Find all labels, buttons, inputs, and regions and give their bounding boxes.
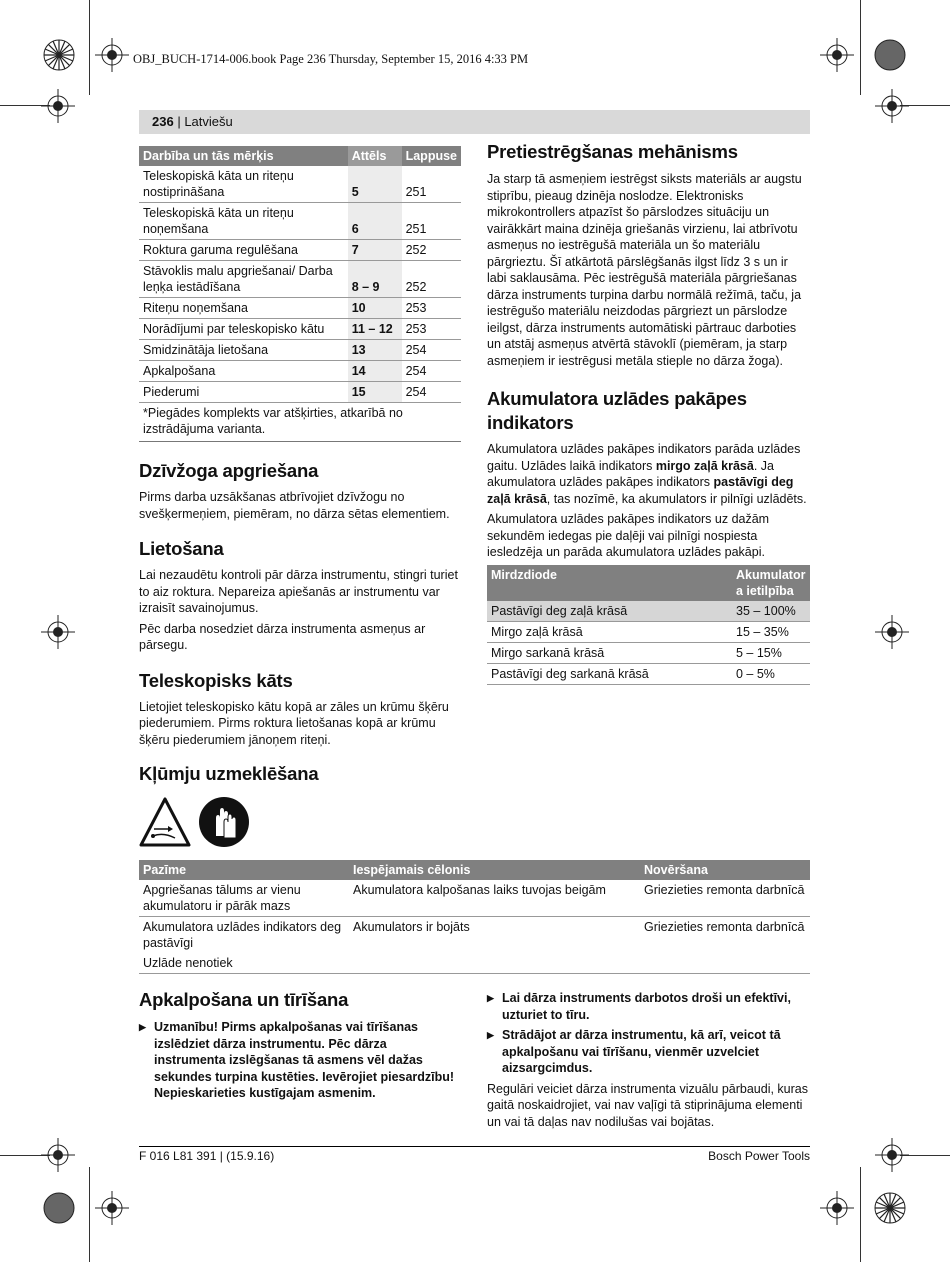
toc-action: Teleskopiskā kāta un riteņu nostiprināšana — [139, 166, 348, 203]
ts-fix: Griezieties remonta darbnīcā — [644, 920, 805, 934]
table-row — [139, 361, 461, 382]
table-row — [139, 319, 461, 340]
toc-action: Piederumi — [139, 382, 348, 403]
ts-symptom: Apgriešanas tālums ar vienu akumulatoru ir pārāk mazs — [139, 880, 349, 917]
led-capacity: 0 – 5% — [732, 663, 810, 684]
crosshair-icon — [820, 1191, 854, 1225]
maintenance-left — [139, 988, 461, 1106]
maintenance-bullet-list — [487, 990, 810, 1077]
toc-figure: 7 — [348, 240, 402, 261]
toc-figure: 14 — [348, 361, 402, 382]
toc-page: 253 — [402, 319, 461, 340]
toc-action: Smidzinātāja lietošana — [139, 340, 348, 361]
toc-page: 253 — [402, 298, 461, 319]
left-column — [139, 146, 461, 752]
toc-page: 252 — [402, 261, 461, 298]
section-paragraph: Regulāri veiciet dārza instrumenta vizuālu pārbaudi, kuras gaitā noskaidrojiet, vai nav vaļīgi tā stiprinājuma elementi un vai tā daļas nav nodilušas vai bojātas. — [487, 1081, 808, 1129]
toc-page: 252 — [402, 240, 461, 261]
footer-right: Bosch Power Tools — [708, 1149, 810, 1163]
toc-figure: 8 – 9 — [348, 261, 402, 298]
toc-action: Norādījumi par teleskopisko kātu — [139, 319, 348, 340]
troubleshooting-section — [139, 762, 810, 974]
section-title: Pretiestrēgšanas mehānisms — [487, 141, 738, 162]
ts-symptom: Akumulatora uzlādes indikators deg pastāvīgi — [143, 920, 342, 950]
ts-cause: Akumulators ir bojāts — [353, 920, 470, 934]
toc-figure: 15 — [348, 382, 402, 403]
table-row — [139, 917, 810, 954]
section-paragraph: Pēc darba nosedziet dārza instrumenta asmeņus ar pārsegu. — [139, 621, 426, 652]
section-title: Teleskopisks kāts — [139, 669, 293, 691]
table-row — [487, 601, 810, 622]
crosshair-icon — [875, 615, 909, 649]
ts-symptom: Uzlāde nenotiek — [139, 953, 349, 974]
section-paragraph: Ja starp tā asmeņiem iestrēgst siksts materiāls ar augstu stiprību, pieaug dzinēja noslodze. Elektronisks mikrokontrollers atpazīst šo pārslodzes situāciju un vairākkārt maina dzinēja griešanās virzienu, lai atbrīvotu asmeņus no iestrēgušā materiāla un šo materiālu pārgrieztu. Šī atkārtotā pārslēgšanās ilgst līdz 3 s un ir labi saklausāma. Pēc iestrēgušā materiāla pārgriešanas dārza instruments turpina darbu normālā režīmā, taču, ja iestrēgušo materiālu neizdodas pārgriezt un pārslodze ieilgst, dārza instruments automātiski pārtrauc darboties un atstāj asmeņus atvērtā stāvoklī (piemēram, ja starp asmeņiem ir iestrēgusi metāla stieple no dārza žoga). — [487, 172, 802, 368]
led-header-capacity: Akumulator a ietilpība — [732, 565, 810, 601]
table-row — [139, 240, 461, 261]
toc-figure: 13 — [348, 340, 402, 361]
footer-left: F 016 L81 391 | (15.9.16) — [139, 1149, 275, 1163]
crosshair-icon — [41, 1138, 75, 1172]
table-row — [139, 261, 461, 298]
section-title: Lietošana — [139, 538, 224, 559]
toc-header-action: Darbība un tās mērķis — [139, 146, 348, 166]
toc-header-figure: Attēls — [348, 146, 402, 166]
led-state: Pastāvīgi deg zaļā krāsā — [487, 601, 732, 622]
crosshair-icon — [820, 38, 854, 72]
led-capacity: 35 – 100% — [732, 601, 810, 622]
footer-divider — [139, 1146, 810, 1147]
ts-header-cause: Iespējamais cēlonis — [349, 860, 640, 880]
page-header-bar: 236 | Latviešu — [139, 110, 810, 134]
section-paragraph: Akumulatora uzlādes pakāpes indikators parāda uzlādes gaitu. Uzlādes laikā indikators mirgo zaļā krāsā. Ja akumulatora uzlādes pakāpes indikators pastāvīgi deg zaļā krāsā, tas nozīmē, ka akumulators ir pilnīgi uzlādēts. — [487, 442, 807, 506]
section-title: Kļūmju uzmeklēšana — [139, 763, 319, 784]
section-title: Akumulatora uzlādes pakāpes indikators — [487, 388, 747, 433]
registration-gray-circle-icon — [42, 1191, 76, 1225]
toc-table — [139, 146, 461, 403]
toc-page: 254 — [402, 361, 461, 382]
list-item: ▶ Uzmanību! Pirms apkalpošanas vai tīrīšanas izslēdziet dārza instrumentu. Pēc dārza instrumenta izslēgšanas tā asmens vēl dažas sekundes turpina kustēties. Ievērojiet piesardzību! Nepieskarieties kustīgajam asmenim. — [139, 1019, 461, 1102]
crosshair-icon — [41, 615, 75, 649]
maintenance-warning-list — [139, 1019, 461, 1102]
toc-page: 254 — [402, 340, 461, 361]
table-row — [487, 642, 810, 663]
section-paragraph: Akumulatora uzlādes pakāpes indikators uz dažām sekundēm iedegas pie daļēji vai pilnīgi nospiesta iesledzēja un parāda akumulatora uzlādes pakāpi. — [487, 512, 770, 559]
toc-page: 254 — [402, 382, 461, 403]
emphasis-text: pastāvīgi deg zaļā krāsā — [487, 475, 794, 506]
toc-figure: 10 — [348, 298, 402, 319]
list-item: ▶ Strādājot ar dārza instrumentu, kā arī, veicot tā apkalpošanu vai tīrīšanu, vienmēr uzvelciet aizsargcimdus. — [487, 1027, 810, 1077]
table-row — [139, 166, 461, 203]
list-item: ▶ Lai dārza instruments darbotos droši un efektīvi, uzturiet to tīru. — [487, 990, 810, 1023]
toc-page: 251 — [402, 166, 461, 203]
led-capacity: 15 – 35% — [732, 621, 810, 642]
led-state: Mirgo zaļā krāsā — [487, 621, 732, 642]
ts-header-fix: Novēršana — [640, 860, 810, 880]
toc-action: Riteņu noņemšana — [139, 298, 348, 319]
print-header-line: OBJ_BUCH-1714-006.book Page 236 Thursday, September 15, 2016 4:33 PM — [133, 52, 529, 66]
led-table — [487, 565, 810, 685]
led-state: Pastāvīgi deg sarkanā krāsā — [487, 663, 732, 684]
warning-triangle-icon — [139, 796, 191, 848]
led-capacity: 5 – 15% — [732, 642, 810, 663]
section-title: Apkalpošana un tīrīšana — [139, 989, 349, 1010]
registration-starburst-icon — [873, 1191, 907, 1225]
safety-pictograms — [139, 796, 810, 850]
registration-starburst-icon — [42, 38, 76, 72]
registration-gray-circle-icon — [873, 38, 907, 72]
ts-cause — [349, 953, 640, 974]
ts-header-symptom: Pazīme — [139, 860, 349, 880]
toc-page: 251 — [402, 203, 461, 240]
table-row — [139, 382, 461, 403]
toc-action: Apkalpošana — [139, 361, 348, 382]
right-column — [487, 140, 810, 685]
table-row — [487, 663, 810, 684]
led-state: Mirgo sarkanā krāsā — [487, 642, 732, 663]
crosshair-icon — [95, 38, 129, 72]
section-title: Dzīvžoga apgriešana — [139, 460, 319, 481]
crosshair-icon — [875, 89, 909, 123]
toc-figure: 11 – 12 — [348, 319, 402, 340]
ts-fix — [640, 953, 810, 974]
toc-header-page: Lappuse — [402, 146, 461, 166]
table-row — [139, 203, 461, 240]
toc-figure: 6 — [348, 203, 402, 240]
page-language: Latviešu — [184, 114, 233, 129]
table-row — [139, 298, 461, 319]
toc-table-body — [139, 166, 461, 403]
section-paragraph: Pirms darba uzsākšanas atbrīvojiet dzīvžogu no svešķermeņiem, piemēram, no dārza sētas elementiem. — [139, 490, 450, 521]
table-row — [487, 621, 810, 642]
emphasis-text: mirgo zaļā krāsā — [655, 458, 754, 473]
page-number: 236 — [152, 114, 174, 129]
ts-fix: Griezieties remonta darbnīcā — [640, 880, 810, 917]
crosshair-icon — [95, 1191, 129, 1225]
gloves-icon — [198, 796, 250, 848]
toc-figure: 5 — [348, 166, 402, 203]
toc-action: Teleskopiskā kāta un riteņu noņemšana — [139, 203, 348, 240]
troubleshooting-table-body — [139, 880, 810, 974]
crosshair-icon — [875, 1138, 909, 1172]
table-row — [139, 340, 461, 361]
toc-note: *Piegādes komplekts var atšķirties, atkarībā no izstrādājuma varianta. — [139, 403, 461, 442]
section-paragraph: Lai nezaudētu kontroli pār dārza instrumentu, stingri turiet to aiz roktura. Nepareiza apiešanās ar instrumentu var izraisīt savainojumus. — [139, 568, 458, 615]
table-row — [139, 880, 810, 917]
ts-cause: Akumulatora kalpošanas laiks tuvojas beigām — [349, 880, 640, 917]
section-paragraph: Lietojiet teleskopisko kātu kopā ar zāles un krūmu šķēru piederumiem. Pirms roktura lietošanas kopā ar krūmu šķēru piederumiem jānoņem riteņi. — [139, 699, 449, 747]
maintenance-right — [487, 990, 810, 1134]
troubleshooting-table — [139, 860, 810, 974]
led-table-body — [487, 601, 810, 685]
toc-action: Roktura garuma regulēšana — [139, 240, 348, 261]
table-row — [139, 953, 810, 974]
crosshair-icon — [41, 89, 75, 123]
led-header-diode: Mirdzdiode — [487, 565, 732, 601]
toc-action: Stāvoklis malu apgriešanai/ Darba leņķa iestādīšana — [139, 261, 348, 298]
